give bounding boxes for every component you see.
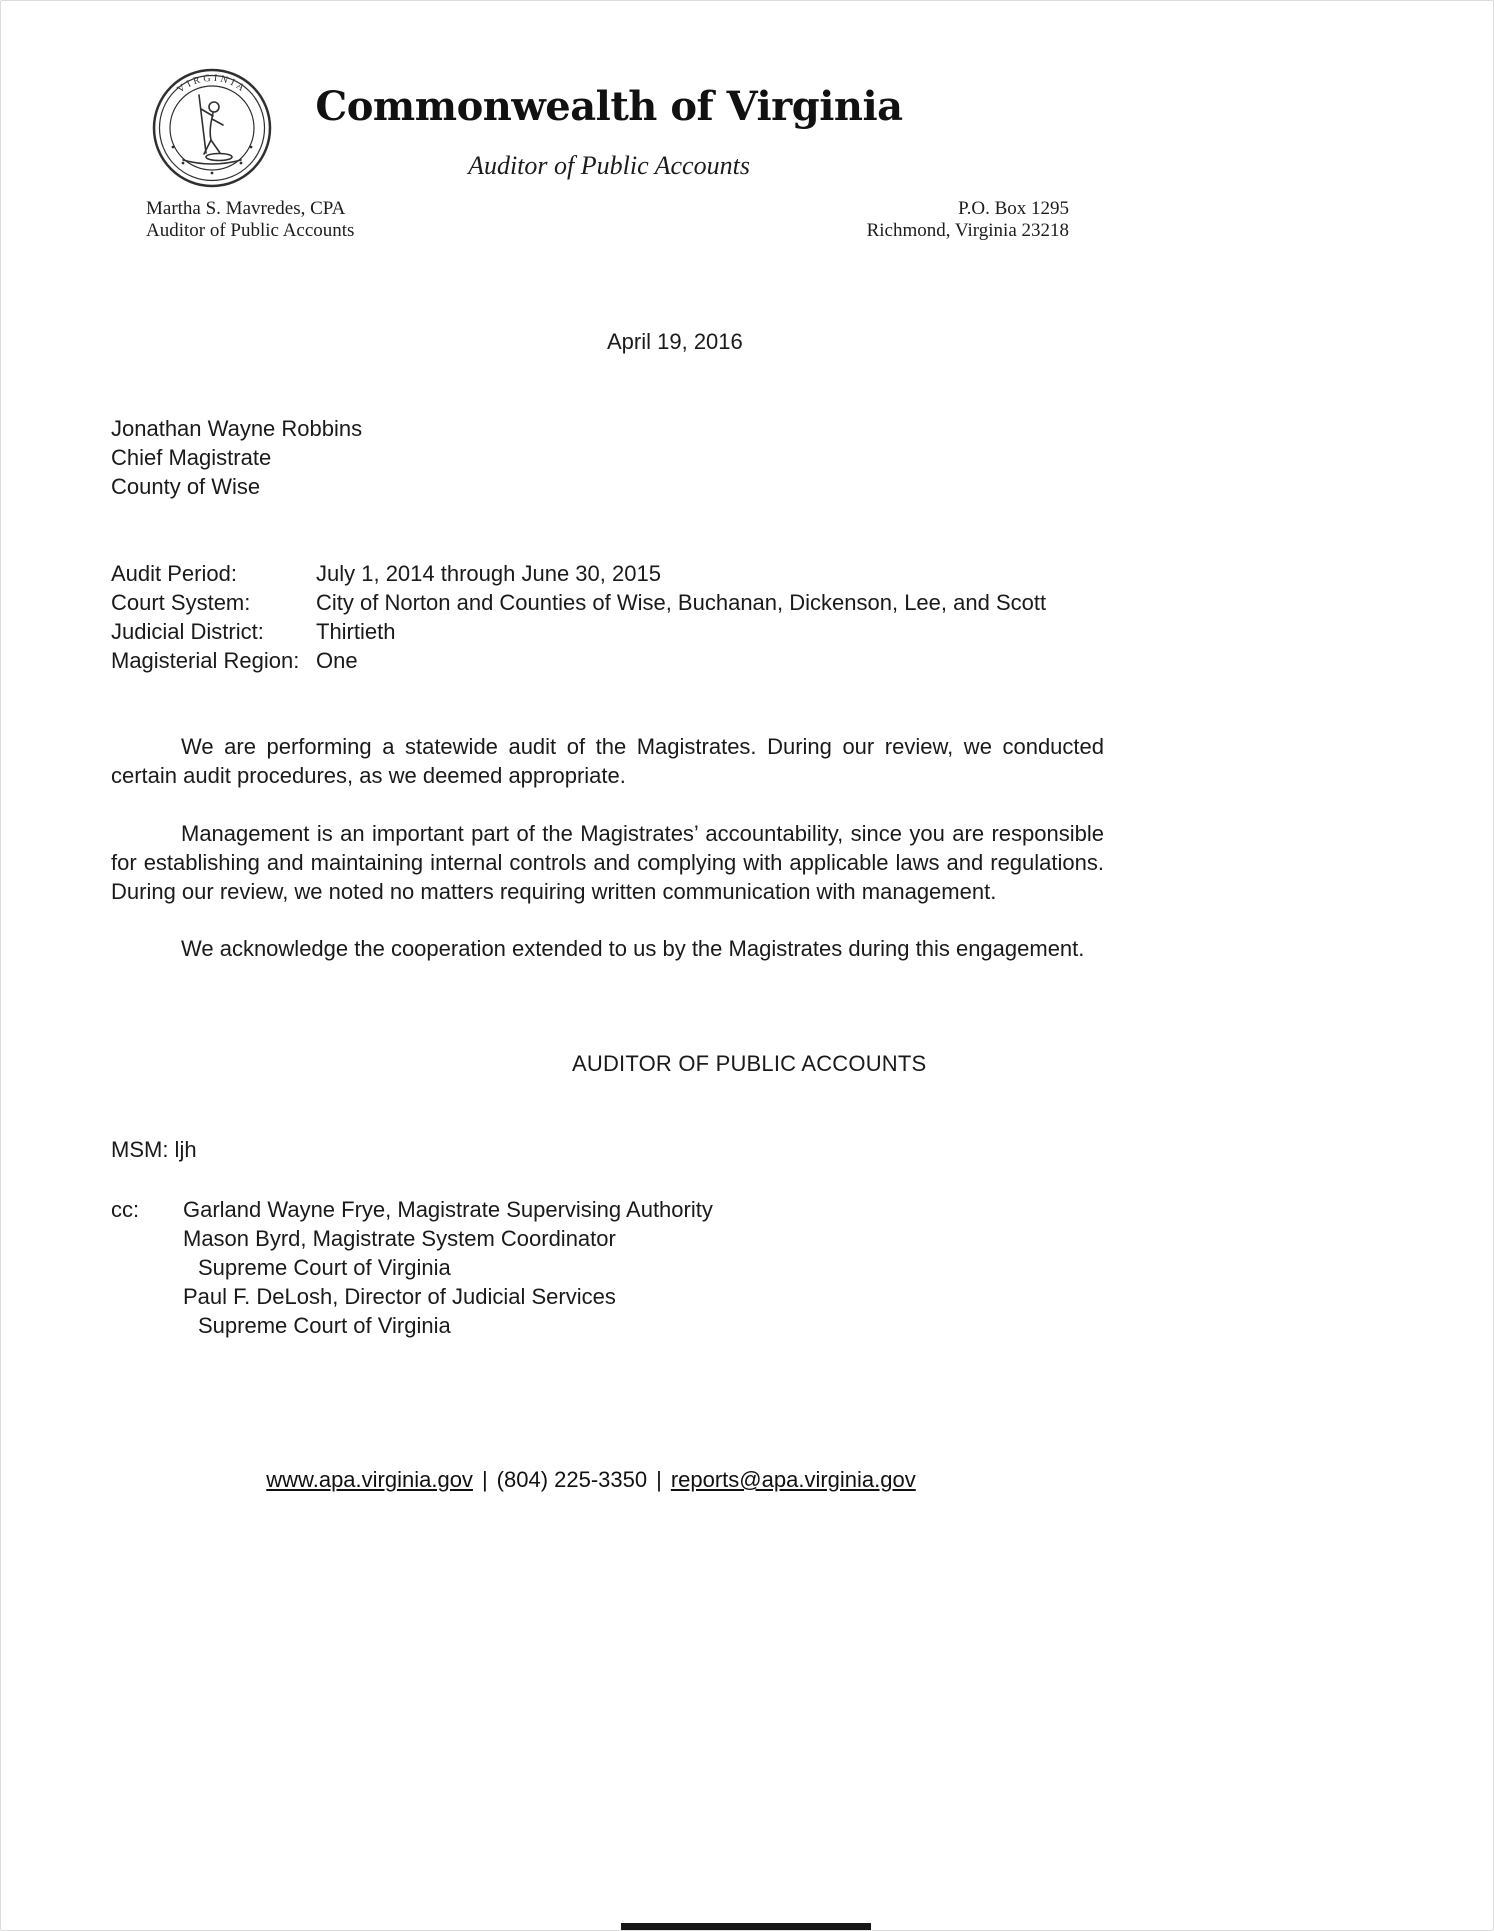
org-name: Commonwealth of Virginia xyxy=(315,83,903,130)
phone-number: (804) 225-3350 xyxy=(496,1467,648,1492)
po-box: P.O. Box 1295 xyxy=(958,198,1069,219)
detail-row-judicial-district xyxy=(111,617,1046,646)
detail-label: Magisterial Region: xyxy=(111,648,300,673)
reference-initials: MSM: ljh xyxy=(111,1137,197,1162)
detail-label: Audit Period: xyxy=(111,561,237,586)
body-paragraph-1: We are performing a statewide audit of the Magistrates. During our review, we conducted certain audit procedures, as we deemed appropriate. xyxy=(111,734,1104,788)
signature-org-line: AUDITOR OF PUBLIC ACCOUNTS xyxy=(572,1051,927,1076)
body-paragraph-2: Management is an important part of the Magistrates’ accountability, since you are responsible for establishing and maintaining internal controls and complying with applicable laws and regulations. During our review, we noted no matters requiring written communication with management. xyxy=(111,821,1104,904)
detail-row-audit-period xyxy=(111,559,1046,588)
virginia-state-seal xyxy=(151,67,273,189)
cc-item: Supreme Court of Virginia xyxy=(198,1255,451,1280)
cc-item: Supreme Court of Virginia xyxy=(198,1313,451,1338)
recipient-name: Jonathan Wayne Robbins xyxy=(111,416,363,441)
address-block xyxy=(867,198,1069,242)
cc-item: Mason Byrd, Magistrate System Coordinator xyxy=(183,1226,616,1251)
recipient-block xyxy=(111,414,362,501)
detail-row-magisterial-region xyxy=(111,646,1046,675)
official-name: Martha S. Mavredes, CPA xyxy=(146,198,346,219)
cc-block xyxy=(111,1195,713,1340)
footer-contact-line xyxy=(266,1467,915,1493)
cc-item: Paul F. DeLosh, Director of Judicial Services xyxy=(183,1284,616,1309)
website-link[interactable]: www.apa.virginia.gov xyxy=(266,1467,473,1492)
cc-item: Garland Wayne Frye, Magistrate Supervising Authority xyxy=(183,1197,713,1222)
letter-date: April 19, 2016 xyxy=(607,329,743,354)
footer-separator: | xyxy=(656,1467,662,1492)
footer-separator: | xyxy=(481,1467,488,1492)
official-contact-block xyxy=(146,198,354,242)
detail-value: July 1, 2014 through June 30, 2015 xyxy=(316,561,661,586)
detail-value: One xyxy=(316,648,358,673)
next-page-edge xyxy=(621,1923,871,1930)
detail-value: Thirtieth xyxy=(316,619,396,644)
cc-label: cc: xyxy=(111,1197,140,1222)
svg-text:VIRGINIA: VIRGINIA xyxy=(175,72,249,96)
detail-label: Court System: xyxy=(111,590,251,615)
detail-value: City of Norton and Counties of Wise, Buchanan, Dickenson, Lee, and Scott xyxy=(316,590,1047,615)
org-subtitle: Auditor of Public Accounts xyxy=(468,151,750,180)
virginia-state-seal-graphic xyxy=(151,67,273,189)
email-link[interactable]: reports@apa.virginia.gov xyxy=(670,1467,916,1492)
official-title: Auditor of Public Accounts xyxy=(146,220,355,241)
cc-row xyxy=(111,1195,713,1340)
detail-label: Judicial District: xyxy=(111,619,264,644)
recipient-locality: County of Wise xyxy=(111,474,261,499)
detail-row-court-system xyxy=(111,588,1046,617)
recipient-title: Chief Magistrate xyxy=(111,445,272,470)
cc-list xyxy=(183,1195,713,1340)
city-state-zip: Richmond, Virginia 23218 xyxy=(866,220,1069,241)
body-paragraph-3: We acknowledge the cooperation extended to us by the Magistrates during this engagement. xyxy=(181,936,1085,961)
audit-details xyxy=(111,559,1046,675)
